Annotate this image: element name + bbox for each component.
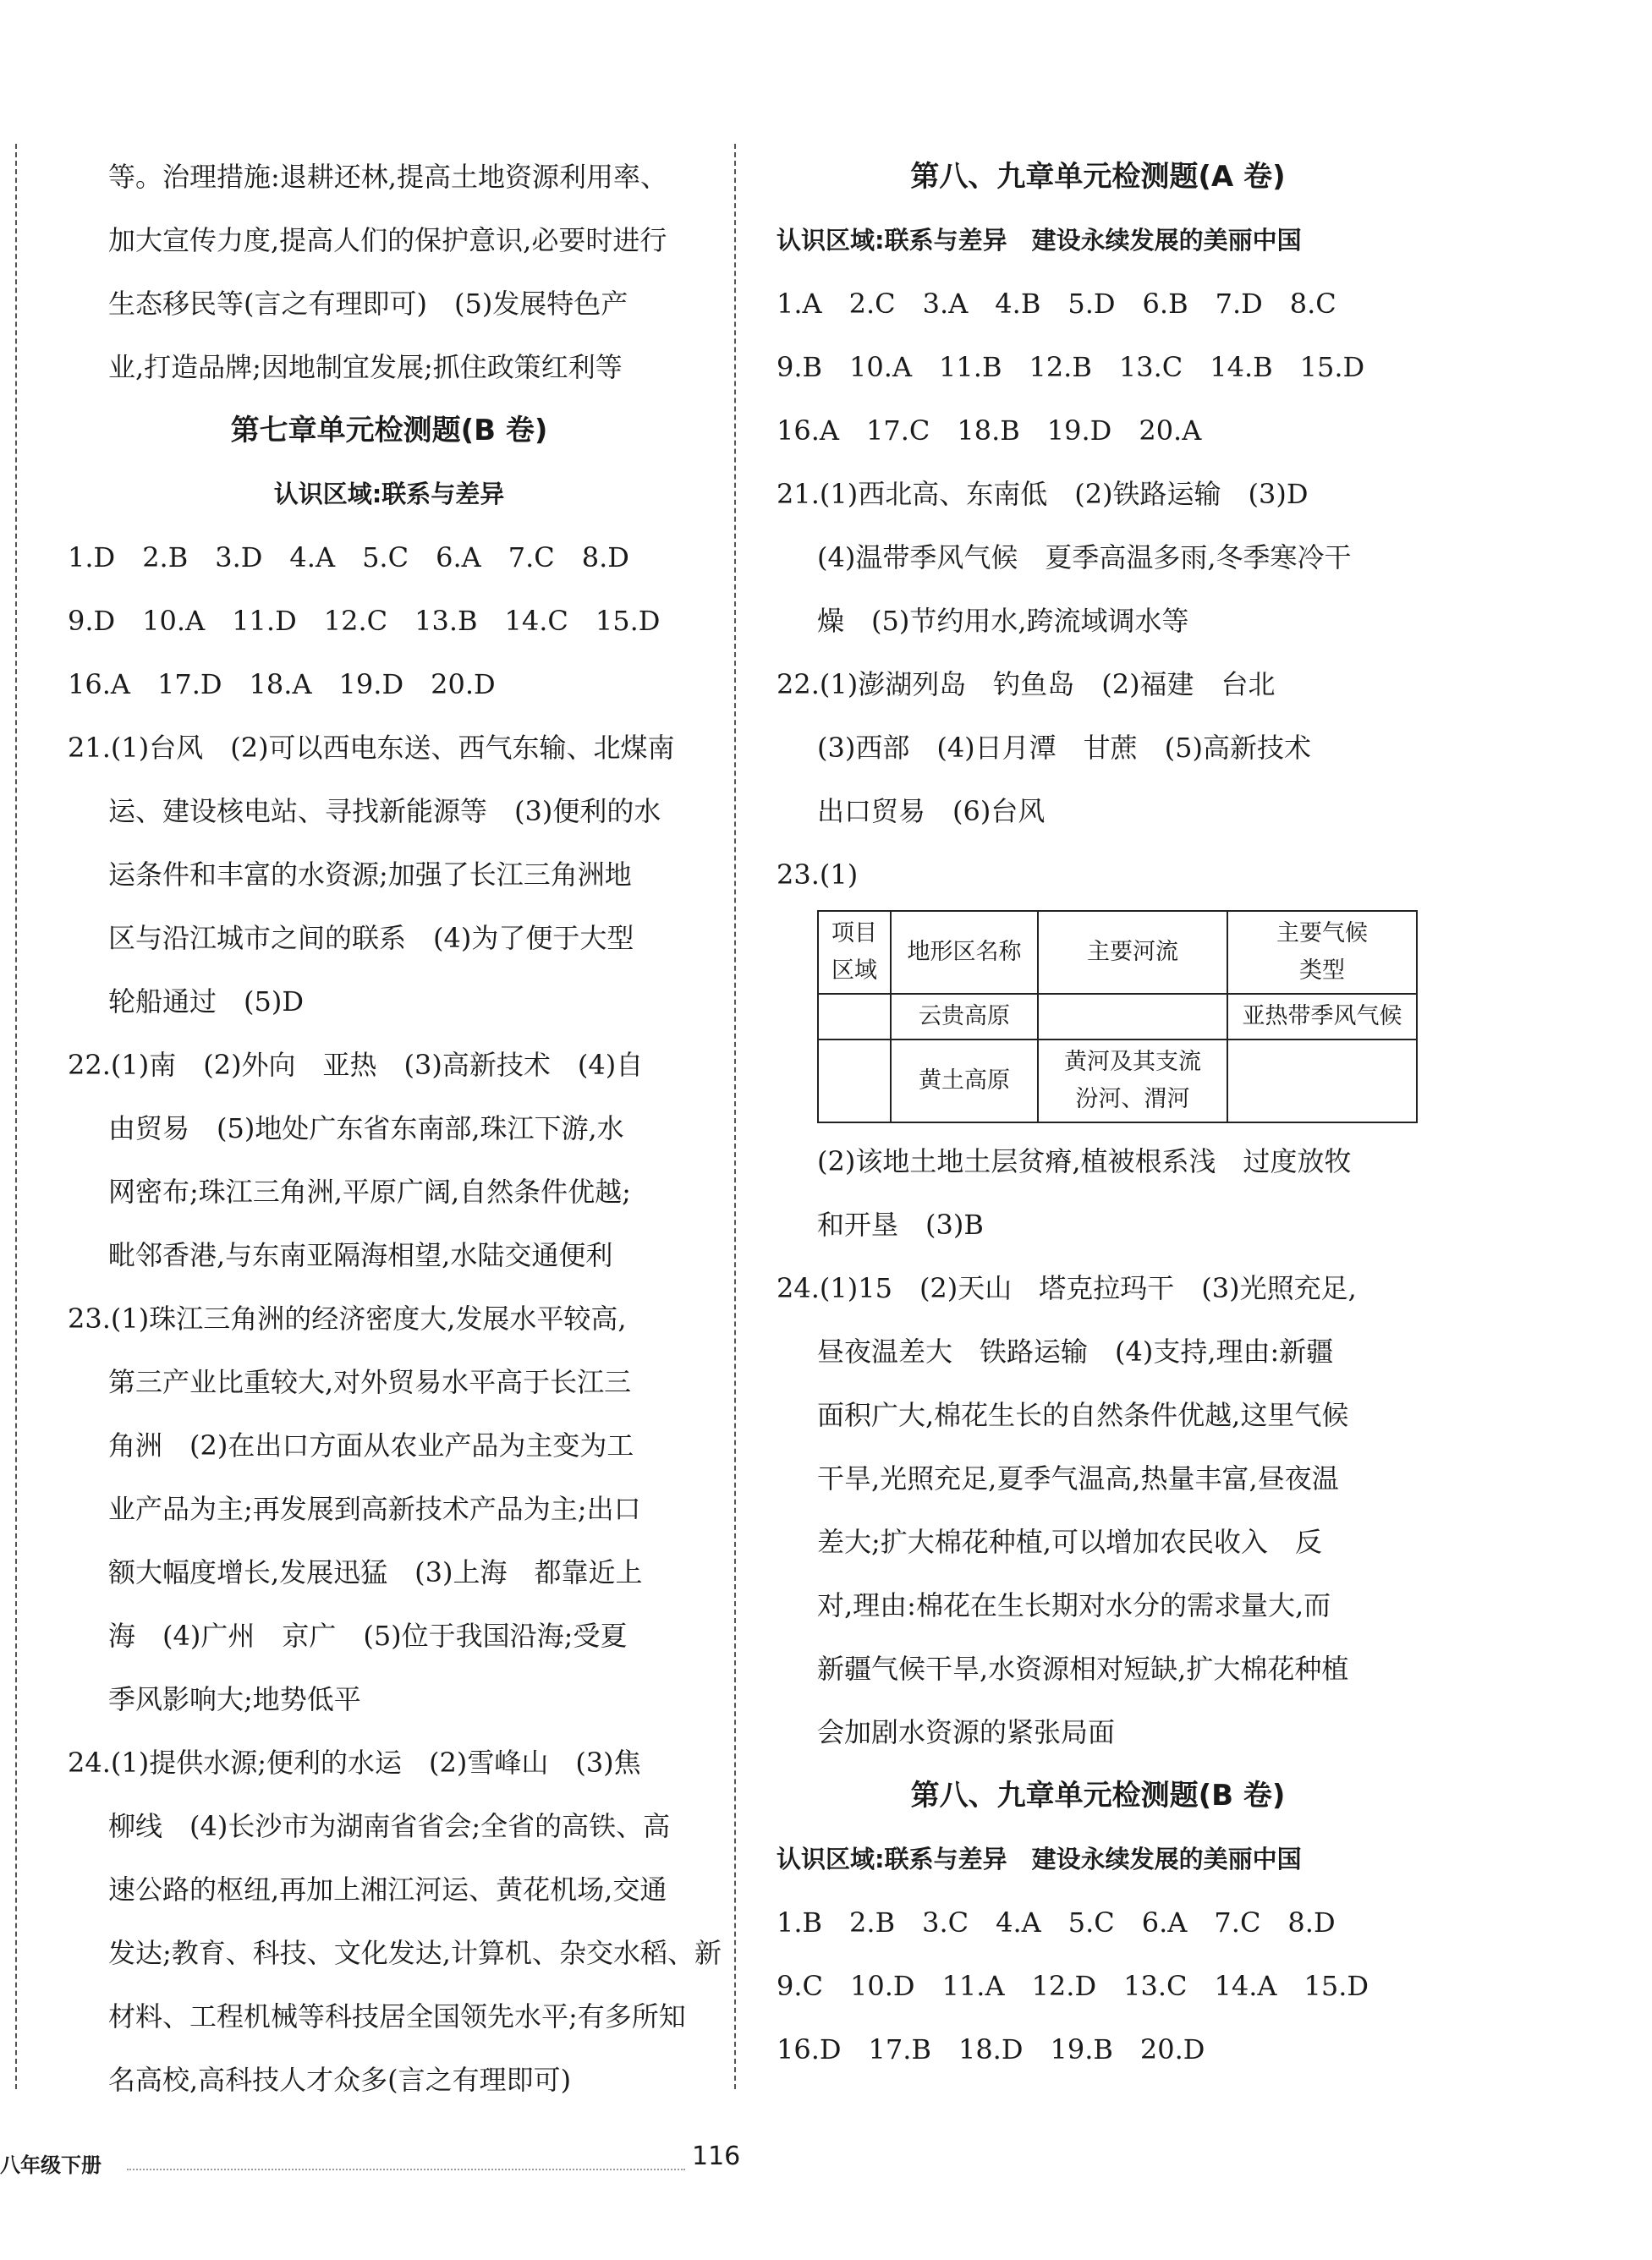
answer-row: 16.A 17.D 18.A 19.D 20.D: [68, 668, 496, 700]
table-cell-terrain: 黄土高原: [891, 1039, 1038, 1122]
table-cell-climate: [1227, 1039, 1417, 1122]
table-cell-river: [1038, 1039, 1227, 1122]
right-column: [777, 145, 1419, 2082]
question-23-line: 额大幅度增长,发展迅猛 (3)上海 都靠近上: [108, 1556, 643, 1588]
question-24-line: 差大;扩大棉花种植,可以增加农民收入 反: [817, 1526, 1322, 1558]
question-22-line: 毗邻香港,与东南亚隔海相望,水陆交通便利: [108, 1239, 613, 1271]
question-21-line: (4)温带季风气候 夏季高温多雨,冬季寒冷干: [817, 541, 1352, 573]
table-row: [818, 1039, 1417, 1122]
question-24-line: 材料、工程机械等科技居全国领先水平;有多所知: [108, 2000, 686, 2032]
binding-perforation-left: [15, 144, 17, 2089]
section-subtitle: 认识区域:联系与差异 建设永续发展的美丽中国: [777, 226, 1302, 255]
question-22-line: 由贸易 (5)地处广东省东南部,珠江下游,水: [108, 1112, 624, 1144]
answer-row: 9.D 10.A 11.D 12.C 13.B 14.C 15.D: [68, 605, 661, 637]
table-header-row: [818, 911, 1417, 994]
question-21-line: 21.(1)西北高、东南低 (2)铁路运输 (3)D: [777, 478, 1309, 510]
column-divider: [734, 144, 736, 2089]
question-22-line: (3)西部 (4)日月潭 甘蔗 (5)高新技术: [817, 732, 1311, 764]
question-24-line: 昼夜温差大 铁路运输 (4)支持,理由:新疆: [817, 1336, 1334, 1368]
grade-label: 八年级下册: [0, 2153, 102, 2177]
question-22-line: 网密布;珠江三角洲,平原广阔,自然条件优越;: [108, 1176, 631, 1208]
section-title-ch8-9-a: 第八、九章单元检测题(A 卷): [910, 160, 1286, 194]
question-23-line: (2)该地土地土层贫瘠,植被根系浅 过度放牧: [817, 1145, 1352, 1177]
header-climate-line: 主要气候: [1276, 920, 1368, 946]
question-22-line: 出口贸易 (6)台风: [817, 795, 1046, 827]
page-number: 116: [692, 2142, 741, 2171]
question-23-line: 第三产业比重较大,对外贸易水平高于长江三: [108, 1366, 632, 1398]
question-23-line: 海 (4)广州 京广 (5)位于我国沿海;受夏: [108, 1620, 628, 1652]
question-24-line: 24.(1)15 (2)天山 塔克拉玛干 (3)光照充足,: [777, 1272, 1357, 1304]
table-cell-region: [818, 1039, 891, 1122]
question-23-line: 角洲 (2)在出口方面从农业产品为主变为工: [108, 1429, 634, 1462]
answer-row: 16.D 17.B 18.D 19.B 20.D: [777, 2033, 1205, 2065]
answer-row: 16.A 17.C 18.B 19.D 20.A: [777, 414, 1202, 447]
question-21-line: 运、建设核电站、寻找新能源等 (3)便利的水: [108, 795, 661, 827]
section-title-ch8-9-b: 第八、九章单元检测题(B 卷): [910, 1779, 1286, 1813]
question-23-line: 季风影响大;地势低平: [108, 1683, 361, 1715]
answer-row: 1.B 2.B 3.C 4.A 5.C 6.A 7.C 8.D: [777, 1906, 1336, 1939]
answer-row: 9.C 10.D 11.A 12.D 13.C 14.A 15.D: [777, 1970, 1369, 2002]
question-23-line: 和开垦 (3)B: [817, 1209, 984, 1241]
section-subtitle: 认识区域:联系与差异 建设永续发展的美丽中国: [777, 1845, 1302, 1873]
question-23-intro: 23.(1): [777, 858, 859, 891]
river-line: 黄河及其支流: [1064, 1049, 1201, 1075]
question-24-line: 对,理由:棉花在生长期对水分的需求量大,而: [817, 1589, 1331, 1621]
text-line: 生态移民等(言之有理即可) (5)发展特色产: [108, 288, 628, 320]
question-23-line: 23.(1)珠江三角洲的经济密度大,发展水平较高,: [68, 1303, 627, 1335]
text-line: 加大宣传力度,提高人们的保护意识,必要时进行: [108, 224, 667, 256]
question-24-line: 24.(1)提供水源;便利的水运 (2)雪峰山 (3)焦: [68, 1747, 641, 1779]
table-header-river: 主要河流: [1038, 911, 1227, 994]
left-column: [68, 145, 722, 2112]
corner-label-top: 项目: [831, 920, 877, 946]
table-cell-river: [1038, 994, 1227, 1039]
text-line: 业,打造品牌;因地制宜发展;抓住政策红利等: [108, 351, 623, 383]
question-24-line: 名高校,高科技人才众多(言之有理即可): [108, 2064, 572, 2096]
question-24-line: 干旱,光照充足,夏季气温高,热量丰富,昼夜温: [817, 1462, 1339, 1495]
table-header-terrain: 地形区名称: [891, 911, 1038, 994]
region-table: [817, 910, 1418, 1123]
header-climate-line: 类型: [1299, 957, 1345, 984]
question-21-line: 21.(1)台风 (2)可以西电东送、西气东输、北煤南: [68, 732, 675, 764]
question-24-line: 会加剧水资源的紧张局面: [817, 1716, 1116, 1748]
section-subtitle: 认识区域:联系与差异: [273, 480, 505, 508]
section-title-ch7-b: 第七章单元检测题(B 卷): [230, 414, 548, 447]
corner-label-bottom: 区域: [831, 957, 877, 984]
table-cell-region: [818, 994, 891, 1039]
answer-row: 1.A 2.C 3.A 4.B 5.D 6.B 7.D 8.C: [777, 288, 1336, 320]
page-footer: [0, 2140, 1652, 2191]
question-21-line: 运条件和丰富的水资源;加强了长江三角洲地: [108, 858, 632, 891]
table-cell-climate: 亚热带季风气候: [1227, 994, 1417, 1039]
question-21-line: 燥 (5)节约用水,跨流域调水等: [817, 605, 1189, 637]
text-line: 等。治理措施:退耕还林,提高土地资源利用率、: [108, 161, 667, 193]
question-24-line: 面积广大,棉花生长的自然条件优越,这里气候: [817, 1399, 1349, 1431]
question-24-line: 速公路的枢纽,再加上湘江河运、黄花机场,交通: [108, 1873, 667, 1906]
question-22-line: 22.(1)南 (2)外向 亚热 (3)高新技术 (4)自: [68, 1049, 644, 1081]
question-24-line: 柳线 (4)长沙市为湖南省省会;全省的高铁、高: [108, 1810, 671, 1842]
question-24-line: 新疆气候干旱,水资源相对短缺,扩大棉花种植: [817, 1653, 1349, 1685]
table-row: [818, 994, 1417, 1039]
question-21-line: 区与沿江城市之间的联系 (4)为了便于大型: [108, 922, 634, 954]
question-24-line: 发达;教育、科技、文化发达,计算机、杂交水稻、新: [108, 1937, 722, 1969]
river-line: 汾河、渭河: [1075, 1086, 1190, 1112]
table-cell-terrain: 云贵高原: [891, 994, 1038, 1039]
table-corner-cell: [818, 911, 891, 994]
question-21-line: 轮船通过 (5)D: [108, 985, 304, 1018]
answer-row: 1.D 2.B 3.D 4.A 5.C 6.A 7.C 8.D: [68, 541, 629, 573]
question-22-line: 22.(1)澎湖列岛 钓鱼岛 (2)福建 台北: [777, 668, 1276, 700]
table-header-climate: [1227, 911, 1417, 994]
question-23-line: 业产品为主;再发展到高新技术产品为主;出口: [108, 1493, 641, 1525]
footer-dotted-rule: [127, 2169, 685, 2170]
answer-row: 9.B 10.A 11.B 12.B 13.C 14.B 15.D: [777, 351, 1365, 383]
